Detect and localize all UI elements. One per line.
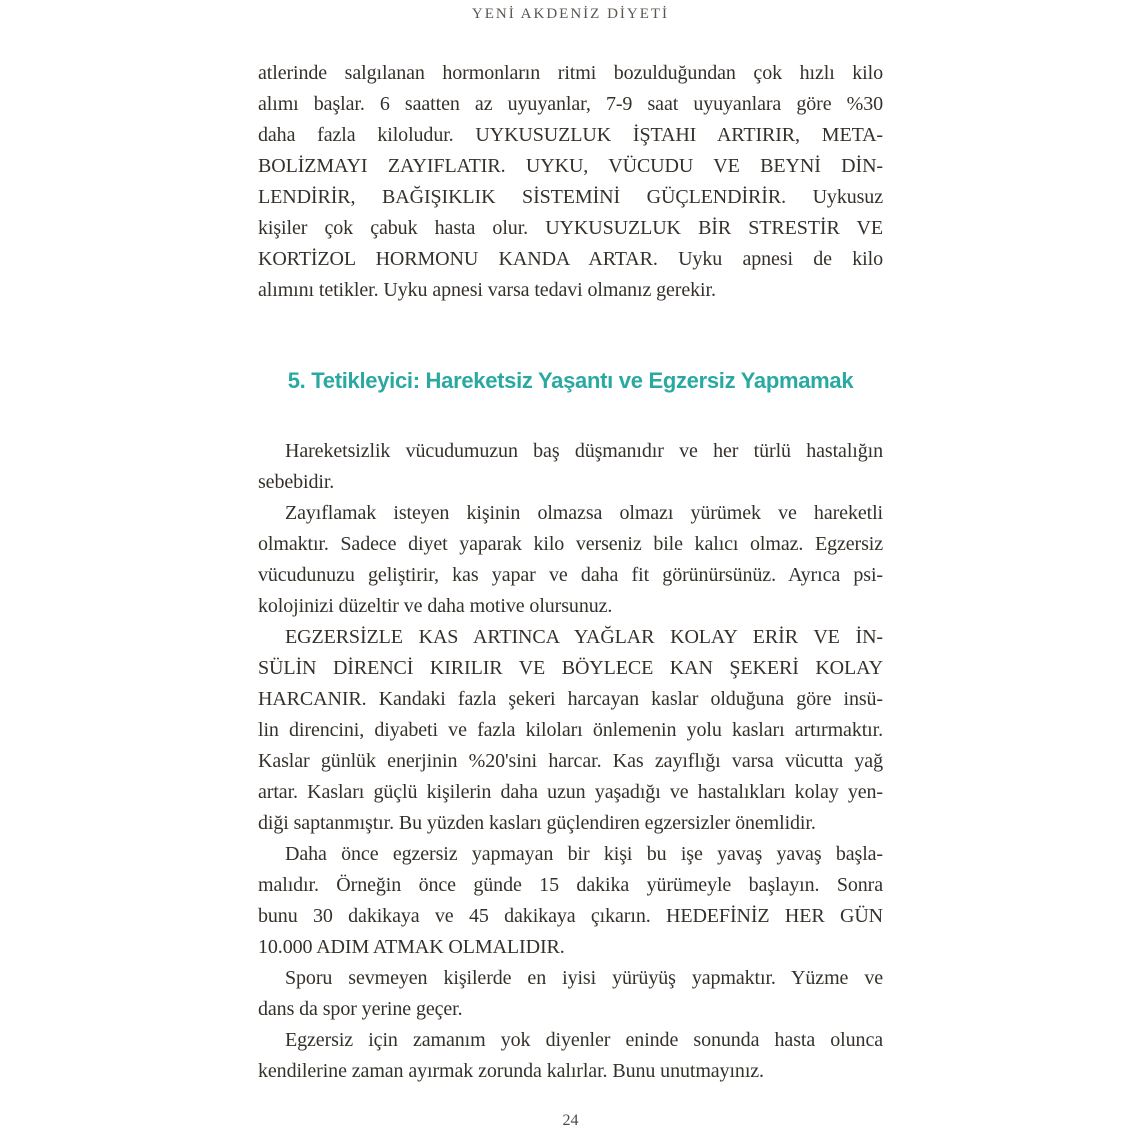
text-line: Sporu sevmeyen kişilerde en iyisi yürüyüş yapmaktır. Yüzme ve [285,967,883,989]
text-line: kişiler çok çabuk hasta olur. UYKUSUZLUK BİR STRESTİR VE [258,217,883,239]
text-line: lin direncini, diyabeti ve fazla kiloları önlemenin yolu kasları artırmaktır. [258,719,883,741]
text-line: SÜLİN DİRENCİ KIRILIR VE BÖYLECE KAN ŞEKERİ KOLAY [258,657,883,679]
text-line: dans da spor yerine geçer. [258,998,463,1020]
text-line: alımını tetikler. Uyku apnesi varsa tedavi olmanız gerekir. [258,279,716,301]
text-line: sebebidir. [258,471,335,493]
text-line: EGZERSİZLE KAS ARTINCA YAĞLAR KOLAY ERİR VE İN- [285,626,883,648]
text-line: bunu 30 dakikaya ve 45 dakikaya çıkarın. HEDEFİNİZ HER GÜN [258,905,883,927]
text-line: kendilerine zaman ayırmak zorunda kalırlar. Bunu unutmayınız. [258,1060,764,1082]
page-number: 24 [562,1112,579,1129]
running-head: YENİ AKDENİZ DİYETİ [471,6,670,22]
text-line: vücudunuzu geliştirir, kas yapar ve daha fit görünürsünüz. Ayrıca psi- [258,564,883,586]
text-line: Kaslar günlük enerjinin %20'sini harcar. Kas zayıflığı varsa vücutta yağ [258,750,883,772]
text-line: Zayıflamak isteyen kişinin olmazsa olmazı yürümek ve hareketli [285,502,883,524]
text-line: alımı başlar. 6 saatten az uyuyanlar, 7-9 saat uyuyanlara göre %30 [258,93,883,115]
text-line: LENDİRİR, BAĞIŞIKLIK SİSTEMİNİ GÜÇLENDİRİR. Uykusuz [258,186,883,208]
text-line: BOLİZMAYI ZAYIFLATIR. UYKU, VÜCUDU VE BEYNİ DİN- [258,155,883,177]
section-heading: 5. Tetikleyici: Hareketsiz Yaşantı ve Egzersiz Yapmamak [287,368,854,393]
paragraph [258,1025,883,1087]
body-text [258,58,883,1087]
text-line: Daha önce egzersiz yapmayan bir kişi bu işe yavaş yavaş başla- [285,843,883,865]
text-line: diği saptanmıştır. Bu yüzden kasları güçlendiren egzersizler önemlidir. [258,812,816,834]
paragraph [258,498,883,622]
text-line: 10.000 ADIM ATMAK OLMALIDIR. [258,936,565,958]
text-line: Hareketsizlik vücudumuzun baş düşmanıdır ve her türlü hastalığın [285,440,883,462]
text-line: kolojinizi düzeltir ve daha motive olursunuz. [258,595,613,617]
paragraph [258,436,883,498]
paragraph [258,963,883,1025]
paragraph [258,622,883,839]
text-line: KORTİZOL HORMONU KANDA ARTAR. Uyku apnesi de kilo [258,248,883,270]
paragraph [258,58,883,306]
text-line: Egzersiz için zamanım yok diyenler eninde sonunda hasta olunca [285,1029,883,1051]
text-line: artar. Kasları güçlü kişilerin daha uzun yaşadığı ve hastalıkları kolay yen- [258,781,883,803]
text-line: atlerinde salgılanan hormonların ritmi bozulduğundan çok hızlı kilo [258,62,883,84]
text-line: daha fazla kiloludur. UYKUSUZLUK İŞTAHI ARTIRIR, META- [258,124,883,146]
paragraph [258,839,883,963]
text-line: HARCANIR. Kandaki fazla şekeri harcayan kaslar olduğuna göre insü- [258,688,883,710]
text-line: olmaktır. Sadece diyet yaparak kilo verseniz bile kalıcı olmaz. Egzersiz [258,533,883,555]
text-line: malıdır. Örneğin önce günde 15 dakika yürümeyle başlayın. Sonra [258,874,883,896]
